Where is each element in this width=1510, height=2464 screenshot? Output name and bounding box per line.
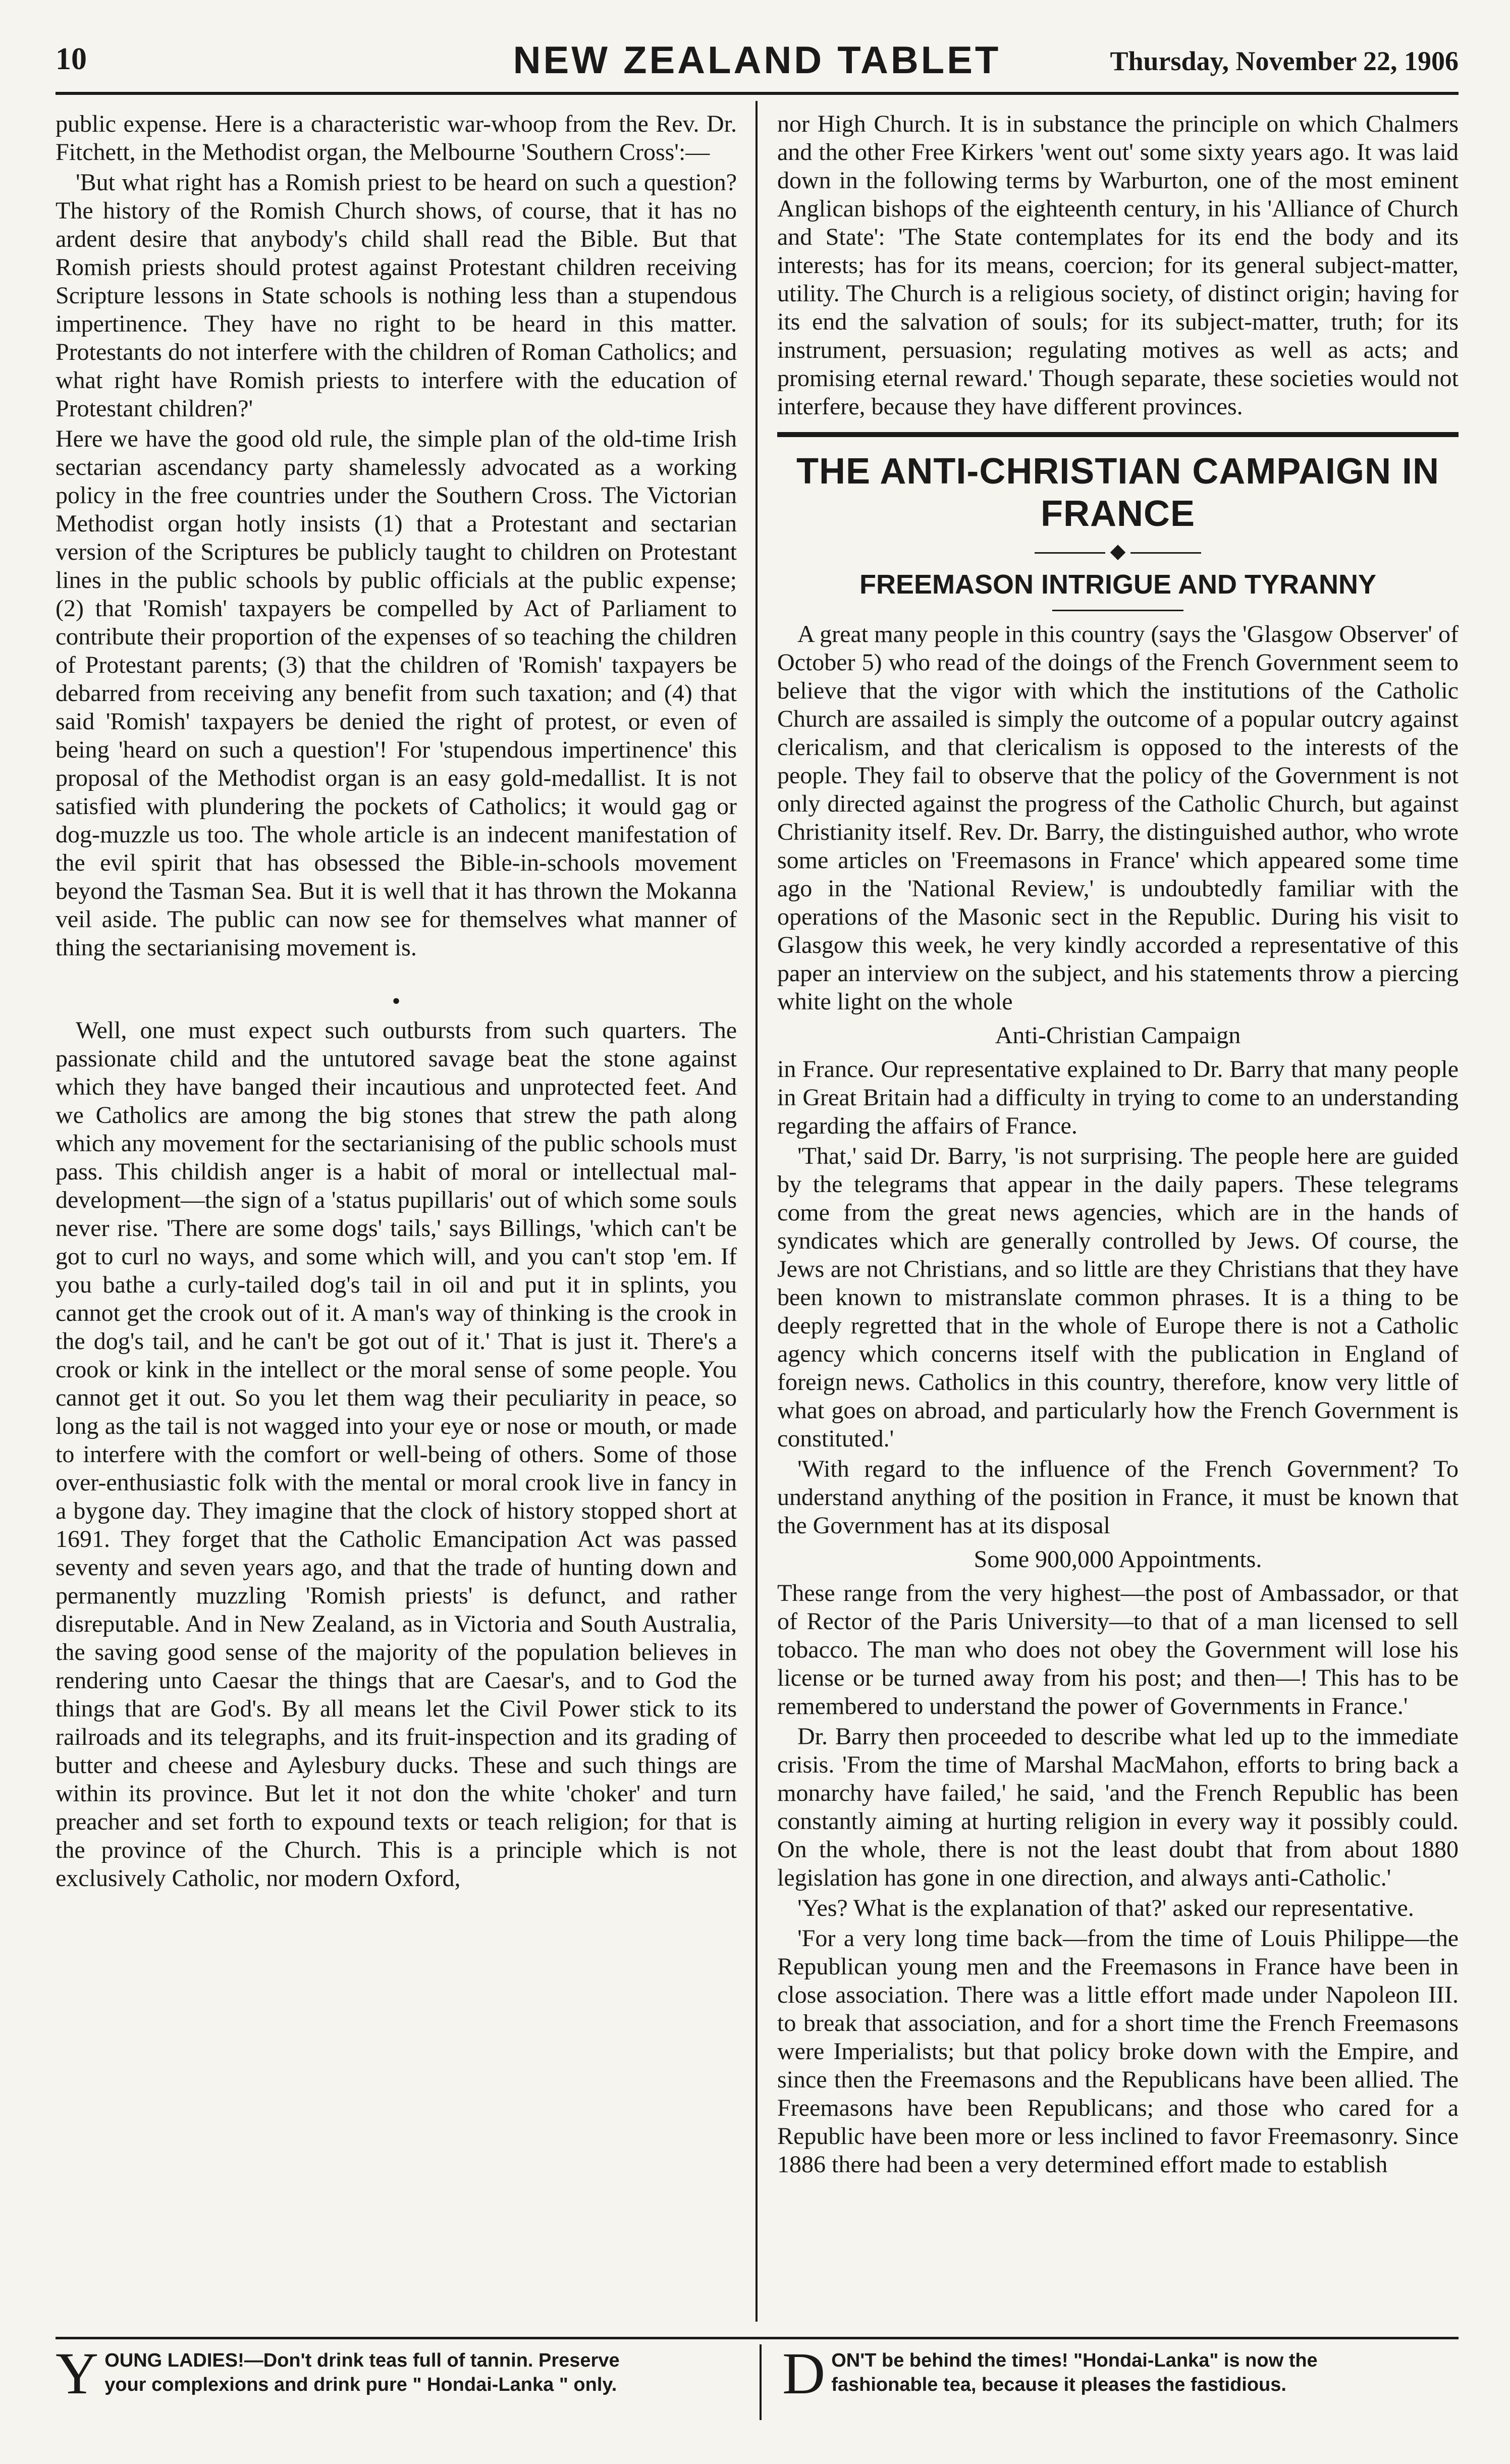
right-paragraph-8: 'Yes? What is the explanation of that?' asked our representative. <box>797 1895 1414 1921</box>
advert-right-line-2: fashionable tea, because it pleases the fastidious. <box>831 2374 1286 2395</box>
right-paragraph-3: in France. Our representative explained to Dr. Barry that many people in Great Britain had a difficulty in trying to come to an understanding regarding the affairs of France. <box>777 1056 1459 1139</box>
advert-young-ladies <box>56 2340 732 2406</box>
subhead-anti-christian-campaign: Anti-Christian Campaign <box>995 1022 1241 1049</box>
advert-dont-be-behind <box>782 2340 1459 2406</box>
section-rule <box>777 432 1459 437</box>
masthead <box>56 36 1459 95</box>
subheadline-rule <box>1052 610 1183 611</box>
headline-separator <box>777 539 1459 563</box>
advert-right-line-1: ON'T be behind the times! "Hondai-Lanka" is now the <box>831 2350 1318 2371</box>
left-paragraph-4: Well, one must expect such outbursts from such quarters. The passionate child and the untutored savage beat the stone against which they have banged their incautious and unprotected feet. And we Catholics are among the big stones that strew the path along which any movement for the sectarianising of the public schools must pass. This childish anger is a habit of moral or intellectual mal-development—the sign of a 'status pupillaris' out of which some souls never rise. 'There are some dogs' tails,' says Billings, 'which can't be got to curl no ways, and some which will, and you can't stop 'em. If you bathe a curly-tailed dog's tail in oil and put it in splints, you cannot get the crook out of it. A man's way of thinking is the crook in the dog's tail, and he can't be got out of it.' That is just it. There's a crook or kink in the intellect or the moral sense of some people. You cannot get it out. So you let them wag their peculiarity in peace, so long as the tail is not wagged into your eye or nose or mouth, or made to interfere with the comfort or well-being of others. Some of those over-enthusiastic folk with the mental or moral crook live in fancy in a bygone day. They imagine that the clock of history stopped short at 1691. They forget that the Catholic Emancipation Act was passed seventy and seven years ago, and that the trade of hunting down and permanently muzzling 'Romish priests' is defunct, and rather disreputable. And in New Zealand, as in Victoria and South Australia, the saving good sense of the majority of the population believes in rendering unto Caesar the things that are Caesar's, and to God the things that are God's. By all means let the Civil Power stick to its railroads and its telegraphs, and its fruit-inspection and its grading of butter and cheese and Aylesbury ducks. These and such things are within its province. But let it not don the white 'choker' and turn preacher and set forth to expound texts or teach religion; for that is the province of the Church. This is a principle which is not exclusively Catholic, nor modern Oxford, <box>56 1017 737 1892</box>
left-column <box>56 110 737 2255</box>
advert-right-dropcap: D <box>782 2340 826 2406</box>
right-paragraph-5: 'With regard to the influence of the French Government? To understand anything of the position in France, it must be known that the Government has at its disposal <box>777 1456 1459 1539</box>
right-paragraph-6: These range from the very highest—the post of Ambassador, or that of Rector of the Paris University—to that of a man licensed to sell tobacco. The man who does not obey the Government will lose his license or be turned away from his post; and then—! This has to be remembered to understand the power of Governments in France.' <box>777 1580 1459 1720</box>
right-paragraph-4: 'That,' said Dr. Barry, 'is not surprising. The people here are guided by the telegrams that appear in the daily papers. These telegrams come from the great news agencies, which are in the hands of syndicates which are generally controlled by Jews. Of course, the Jews are not Christians, and so little are they Christians that they have been known to mistranslate common phrases. It is a thing to be deeply regretted that in the whole of Europe there is not a Catholic agency which concerns itself with the publication in England of foreign news. Catholics in this country, therefore, know very little of what goes on abroad, and particularly how the French Government is constituted.' <box>777 1143 1459 1452</box>
left-paragraph-1: public expense. Here is a characteristic war-whoop from the Rev. Dr. Fitchett, in the Methodist organ, the Melbourne 'Southern Cross':— <box>56 111 737 166</box>
advert-divider <box>760 2344 762 2420</box>
newspaper-title: NEW ZEALAND TABLET <box>513 39 1001 82</box>
article-headline: THE ANTI-CHRISTIAN CAMPAIGN IN FRANCE <box>796 451 1439 534</box>
issue-date: Thursday, November 22, 1906 <box>1110 46 1459 76</box>
left-paragraph-3: Here we have the good old rule, the simple plan of the old-time Irish sectarian ascendancy party shamelessly advocated as a working policy in the free countries under the Southern Cross. The Victorian Methodist organ hotly insists (1) that a Protestant and sectarian version of the Scriptures be publicly taught to children on Protestant lines in the public schools by public officials at the public expense; (2) that 'Romish' taxpayers be compelled by Act of Parliament to contribute their proportion of the expenses of so teaching the children of Protestant parents; (3) that the children of 'Romish' taxpayers be debarred from receiving any benefit from such taxation; and (4) that said 'Romish' taxpayers be denied the right of protest, or even of being 'heard on such a question'! For 'stupendous impertinence' this proposal of the Methodist organ is an easy gold-medallist. It is not satisfied with plundering the pockets of Catholics; it would gag or dog-muzzle us too. The whole article is an indecent manifestation of the evil spirit that has obsessed the Bible-in-schools movement beyond the Tasman Sea. But it is well that it has thrown the Mokanna veil aside. The public can now see for themselves what manner of thing the sectarianising movement is. <box>56 425 737 961</box>
right-paragraph-7: Dr. Barry then proceeded to describe what led up to the immediate crisis. 'From the time of Marshal MacMahon, efforts to bring back a monarchy have failed,' he said, 'and the French Republic has been constantly aiming at hurting religion in every way it possibly could. On the whole, there is not the least doubt that from about 1880 legislation has gone in one direction, and always anti-Catholic.' <box>777 1723 1459 1891</box>
right-column <box>777 110 1459 2255</box>
advert-left-dropcap: Y <box>56 2340 99 2406</box>
advert-left-line-2: your complexions and drink pure " Hondai-Lanka " only. <box>104 2374 617 2395</box>
column-divider <box>756 101 758 2322</box>
right-paragraph-9: 'For a very long time back—from the time of Louis Philippe—the Republican young men and the Freemasons in France have been in close association. There was a little effort made under Napoleon III. to break that association, and for a short time the French Freemasons were Imperialists; but that policy broke down with the Empire, and since then the Freemasons and the Republicans have been allied. The Freemasons have been Republicans; and those who cared for a Republic have been more or less inclined to favor Freemasonry. Since 1886 there had been a very determined effort made to establish <box>777 1925 1459 2178</box>
left-paragraph-2: 'But what right has a Romish priest to be heard on such a question? The history of the Romish Church shows, of course, that it has no ardent desire that anybody's child shall read the Bible. But that Romish priests should protest against Protestant children receiving Scripture lessons in State schools is nothing less than a stupendous impertinence. They have no right to be heard in this matter. Protestants do not interfere with the children of Roman Catholics; and what right have Romish priests to interfere with the education of Protestant children?' <box>56 169 737 422</box>
diamond-ornament: ◆ <box>1110 540 1126 562</box>
page-number: 10 <box>56 42 87 76</box>
advert-strip <box>56 2337 1459 2425</box>
article-subheadline: FREEMASON INTRIGUE AND TYRANNY <box>859 569 1377 600</box>
right-paragraph-1: nor High Church. It is in substance the principle on which Chalmers and the other Free Kirkers 'went out' some sixty years ago. It was laid down in the following terms by Warburton, one of the most eminent Anglican bishops of the eighteenth century, in his 'Alliance of Church and State': 'The State contemplates for its end the body and its interests; has for its means, coercion; for its general subject-matter, utility. The Church is a religious society, of distinct origin; having for its end the salvation of souls; for its subject-matter, truth; for its instrument, persuasion; regulating motives as well as acts; and promising eternal reward.' Though separate, these societies would not interfere, because they have different provinces. <box>777 111 1459 420</box>
advert-left-line-1: OUNG LADIES!—Don't drink teas full of tannin. Preserve <box>104 2350 620 2371</box>
subhead-appointments: Some 900,000 Appointments. <box>974 1546 1262 1573</box>
right-paragraph-2: A great many people in this country (says the 'Glasgow Observer' of October 5) who read of the doings of the French Government seem to believe that the vigor with which the institutions of the Catholic Church are assailed is simply the outcome of a popular outcry against clericalism, and that clericalism is opposed to the interests of the people. They fail to observe that the policy of the Government is not only directed against the progress of the Catholic Church, but against Christianity itself. Rev. Dr. Barry, the distinguished author, who wrote some articles on 'Freemasons in France' which appeared some time ago in the 'National Review,' is undoubtedly familiar with the operations of the Masonic sect in the Republic. During his visit to Glasgow this week, he very kindly accorded a representative of this paper an interview on the subject, and his statements throw a piercing white light on the whole <box>777 621 1459 1015</box>
section-bullet: • <box>392 988 401 1014</box>
